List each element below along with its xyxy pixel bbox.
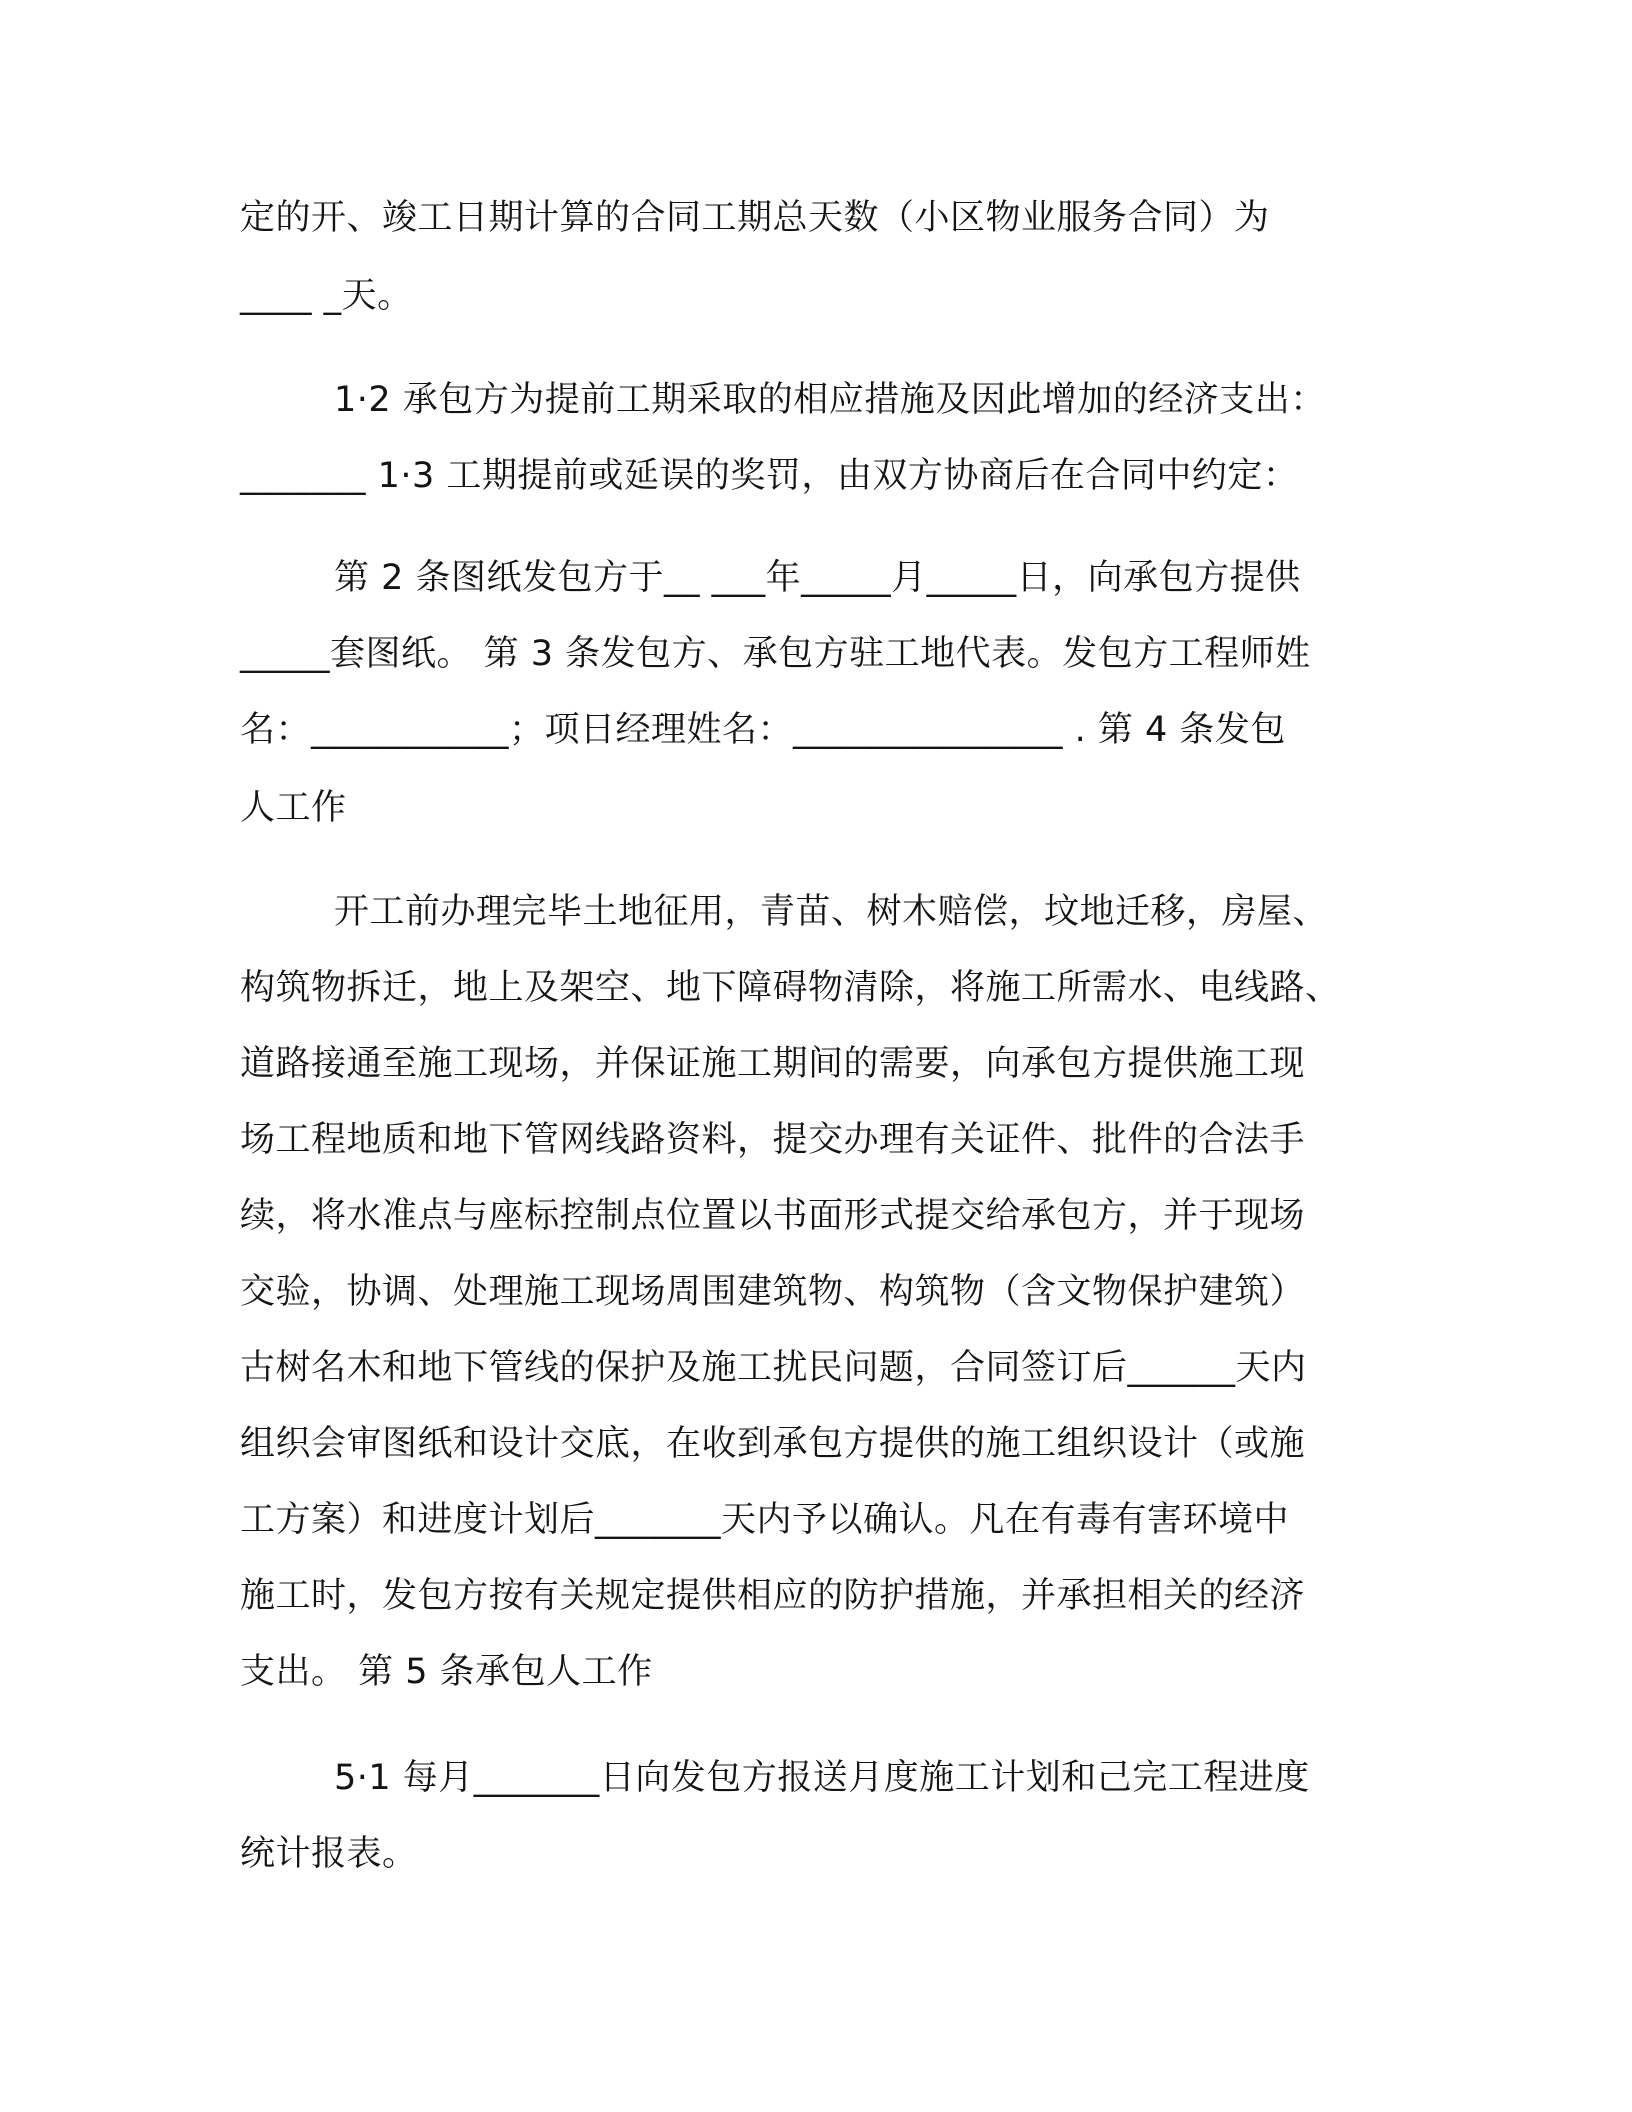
text-line-11: 道路接通至施工现场，并保证施工期间的需要，向承包方提供施工现 [240,1044,1306,1084]
text-line-12: 场工程地质和地下管网线路资料，提交办理有关证件、批件的合法手 [240,1120,1306,1160]
text-line-9: 开工前办理完毕土地征用，青苗、树木赔偿，坟地迁移，房屋、 [334,892,1329,932]
text-line-6: _____套图纸。 第 3 条发包方、承包方驻工地代表。发包方工程师姓 [240,634,1311,674]
text-line-21: 统计报表。 [240,1834,418,1874]
text-line-4: _______ 1·3 工期提前或延误的奖罚，由双方协商后在合同中约定： [240,456,1299,496]
text-line-7: 名：___________；项日经理姓名：_______________ . 第 4 条发包 [240,710,1286,750]
text-line-5: 第 2 条图纸发包方于__ ___年_____月_____日，向承包方提供 [334,558,1301,598]
text-line-16: 组织会审图纸和设计交底，在收到承包方提供的施工组织设计（或施 [240,1424,1306,1464]
text-line-20: 5·1 每月_______日向发包方报送月度施工计划和己完工程进度 [334,1758,1310,1798]
text-line-14: 交验，协调、处理施工现场周围建筑物、构筑物（含文物保护建筑） [240,1272,1306,1312]
text-line-17: 工方案）和进度计划后_______天内予以确认。凡在有毒有害环境中 [240,1500,1290,1540]
text-line-10: 构筑物拆迁，地上及架空、地下障碍物清除，将施工所需水、电线路、 [240,968,1341,1008]
text-line-2: ____ _天。 [240,276,413,316]
text-line-13: 续，将水准点与座标控制点位置以书面形式提交给承包方，并于现场 [240,1196,1306,1236]
text-line-15: 古树名木和地下管线的保护及施工扰民问题，合同签订后______天内 [240,1348,1307,1388]
text-line-8: 人工作 [240,788,347,828]
text-line-19: 支出。 第 5 条承包人工作 [240,1652,653,1692]
text-line-18: 施工时，发包方按有关规定提供相应的防护措施，并承担相关的经济 [240,1576,1306,1616]
text-line-3: 1·2 承包方为提前工期采取的相应措施及因此增加的经济支出： [334,380,1326,420]
text-line-1: 定的开、竣工日期计算的合同工期总天数（小区物业服务合同）为 [240,198,1270,238]
